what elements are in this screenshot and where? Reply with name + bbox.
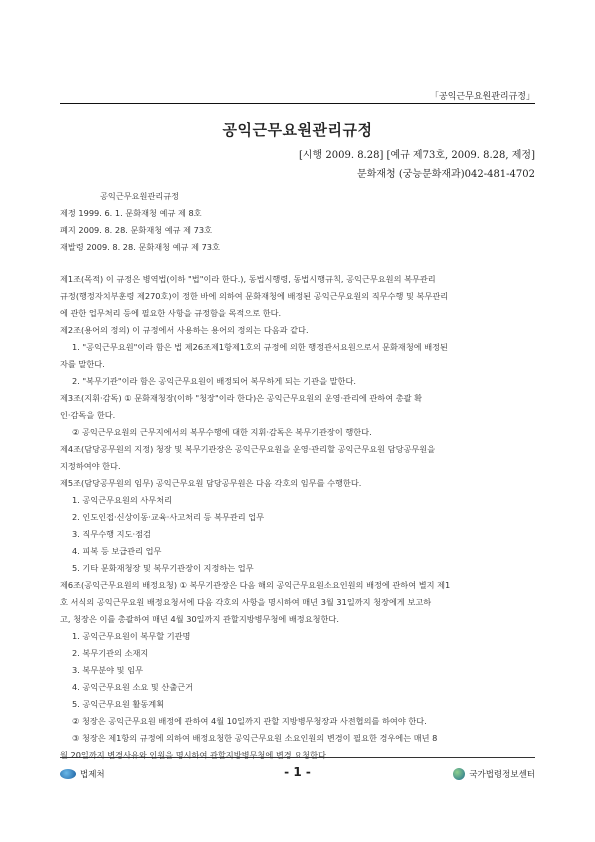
body-line: 5. 기타 문화재청장 및 복무기관장이 지정하는 업무 <box>72 563 254 573</box>
body-line: ② 청장은 공익근무요원 배정에 관하여 4월 10일까지 관할 지방병무청장과 사전협의를 하여야 한다. <box>72 716 427 726</box>
body-line: 4. 피복 등 보급관리 업무 <box>72 546 162 556</box>
amendment-history <box>60 188 540 256</box>
page-number: - 1 - <box>284 765 311 779</box>
regulation-body <box>60 271 540 764</box>
body-line: 5. 공익근무요원 활동계획 <box>72 699 165 709</box>
body-line: 2. 인도인접·신상이동·교육·사고처리 등 복무관리 업무 <box>72 512 265 522</box>
body-line: 2. "복무기관"이라 함은 공익근무요원이 배정되어 복무하게 되는 기관을 말한다. <box>72 376 356 386</box>
body-line: 제1조(목적) 이 규정은 병역법(이하 "법"이라 한다.), 동법시행령, 동법시행규칙, 공익근무요원의 복무관리 <box>60 274 436 284</box>
body-line: 제5조(담당공무원의 임무) 공익근무요원 담당공무원은 다음 각호의 임무를 수행한다. <box>60 478 362 488</box>
page-footer <box>60 757 535 780</box>
department-contact: 문화재청 (궁능문화재과)042-481-4702 <box>357 169 535 180</box>
body-line: 고, 청장은 이를 총괄하여 매년 4월 30일까지 관할지방병무청에 배정요청한다. <box>60 614 339 624</box>
body-line: 4. 공익근무요원 소요 및 산출근거 <box>72 682 194 692</box>
body-line: 2. 복무기관의 소재지 <box>72 648 149 658</box>
body-line: 월 20일까지 변경사유와 인원을 명시하여 관할지방병무청에 변경 요청한다. <box>60 750 329 760</box>
body-line: 제2조(용어의 정의) 이 규정에서 사용하는 용어의 정의는 다음과 같다. <box>60 325 309 335</box>
body-line: 3. 복무분야 및 임무 <box>72 665 143 675</box>
body-line: 1. "공익근무요원"이라 함은 법 제26조제1항제1호의 규정에 의한 행정관서요원으로서 문화재청에 배정된 <box>72 342 448 352</box>
history-line: 재발령 2009. 8. 28. 문화재청 예규 제 73호 <box>60 242 220 252</box>
header-rule <box>60 103 535 104</box>
body-line: 자를 말한다. <box>60 359 105 369</box>
history-title: 공익근무요원관리규정 <box>100 191 180 201</box>
law-center-logo-icon <box>453 768 465 780</box>
document-meta <box>299 146 535 184</box>
body-line: 3. 직무수행 지도·점검 <box>72 529 151 539</box>
body-line: ③ 청장은 제1항의 규정에 의하여 배정요청한 공익근무요원 소요인원의 변경이 필요한 경우에는 매년 8 <box>72 733 438 743</box>
body-line: 제6조(공익근무요원의 배정요청) ① 복무기관장은 다음 해의 공익근무요원소요인원의 배정에 관하여 별지 제1 <box>60 580 451 590</box>
body-line: 호 서식의 공익근무요원 배정요청서에 다음 각호의 사항을 명시하여 매년 3월 31일까지 청장에게 보고하 <box>60 597 432 607</box>
body-line: ② 공익근무요원의 근무지에서의 복무수행에 대한 지휘·감독은 복무기관장이 행한다. <box>72 427 372 437</box>
history-line: 폐지 2009. 8. 28. 문화재청 예규 제 73호 <box>60 225 212 235</box>
body-line: 제4조(담당공무원의 지정) 청장 및 복무기관장은 공익근무요원을 운영·관리할 공익근무요원 담당공무원을 <box>60 444 436 454</box>
footer-org-right: 국가법령정보센터 <box>469 770 535 780</box>
body-line: 지정하여야 한다. <box>60 461 121 471</box>
body-line: 인·감독을 한다. <box>60 410 116 420</box>
body-line: 1. 공익근무요원이 복무할 기관명 <box>72 631 191 641</box>
footer-org-left: 법제처 <box>80 770 105 780</box>
enactment-info: [시행 2009. 8.28] [예규 제73호, 2009. 8.28, 제정] <box>298 150 535 161</box>
history-line: 제정 1999. 6. 1. 문화재청 예규 제 8호 <box>60 208 202 218</box>
document-header-tag: 「공익근무요원관리규정」 <box>430 92 535 102</box>
body-line: 에 관한 업무처리 등에 필요한 사항을 규정함을 목적으로 한다. <box>60 308 282 318</box>
footer-right <box>453 768 535 780</box>
body-line: 제3조(지휘·감독) ① 문화재청장(이하 "청장"이라 한다)은 공익근무요원의 운영·관리에 관하여 총괄 확 <box>60 393 423 403</box>
body-line: 1. 공익근무요원의 사무처리 <box>72 495 173 505</box>
body-line: 규정(행정자치부훈령 제270호)이 정한 바에 의하여 문화재청에 배정된 공익근무요원의 직무수행 및 복무관리 <box>60 291 449 301</box>
document-title: 공익근무요원관리규정 <box>222 121 373 139</box>
